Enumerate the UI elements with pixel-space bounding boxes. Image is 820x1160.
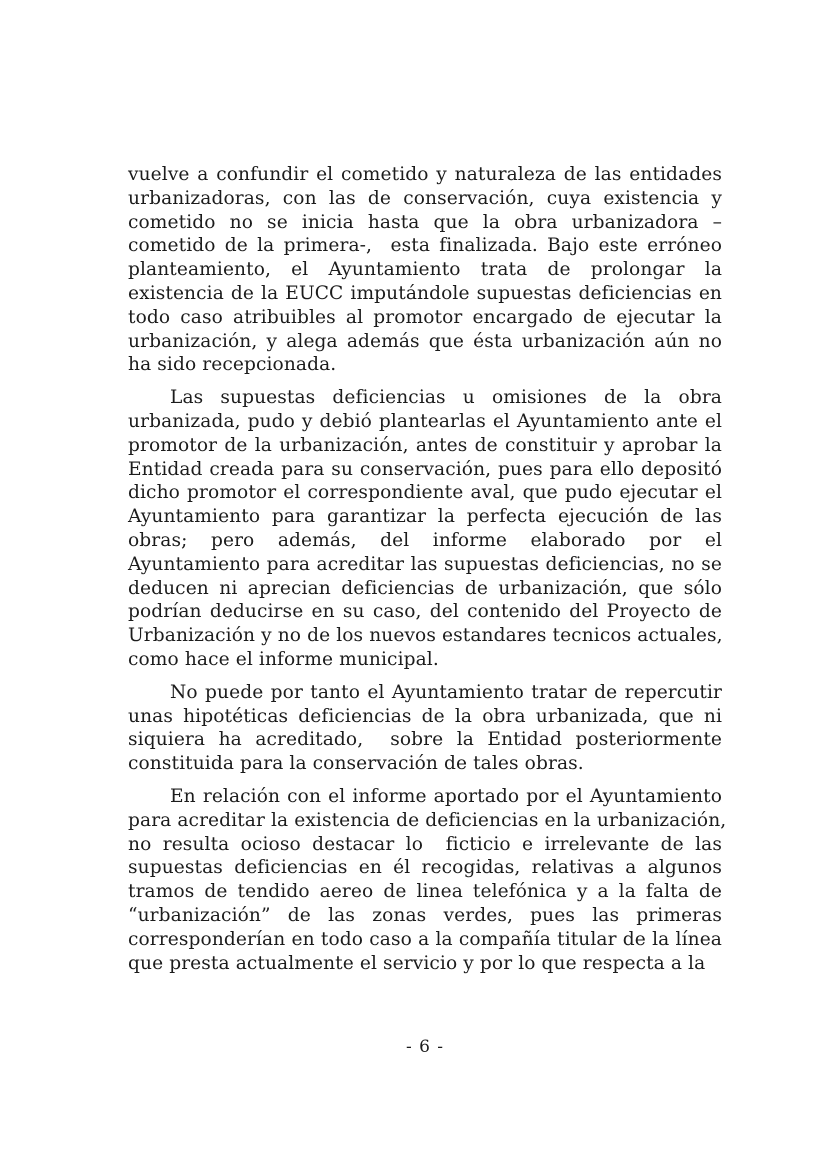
text-line: cometido de la primera-, esta finalizada. Bajo este erróneo bbox=[128, 235, 722, 257]
text-line: corresponderían en todo caso a la compañía titular de la línea bbox=[128, 928, 722, 950]
text-line: Las supuestas deficiencias u omisiones de la obra bbox=[170, 387, 722, 409]
text-line: En relación con el informe aportado por el Ayuntamiento bbox=[170, 785, 722, 807]
text-line: supuestas deficiencias en él recogidas, relativas a algunos bbox=[128, 857, 722, 879]
text-line: todo caso atribuibles al promotor encargado de ejecutar la bbox=[128, 306, 722, 328]
text-line: ha sido recepcionada. bbox=[128, 354, 337, 376]
text-line: Urbanización y no de los nuevos estandares tecnicos actuales, bbox=[128, 625, 723, 647]
paragraph bbox=[128, 681, 722, 776]
text-line: promotor de la urbanización, antes de constituir y aprobar la bbox=[128, 434, 722, 456]
text-line: deducen ni aprecian deficiencias de urbanización, que sólo bbox=[128, 577, 722, 599]
page-number: - 6 - bbox=[405, 1037, 445, 1057]
text-line: para acreditar la existencia de deficiencias en la urbanización, bbox=[128, 809, 727, 831]
text-line: dicho promotor el correspondiente aval, que pudo ejecutar el bbox=[128, 482, 722, 504]
text-line: podrían deducirse en su caso, del contenido del Proyecto de bbox=[128, 601, 722, 623]
text-line: urbanizadoras, con las de conservación, cuya existencia y bbox=[128, 187, 722, 209]
paragraph bbox=[128, 163, 722, 377]
text-line: “urbanización” de las zonas verdes, pues las primeras bbox=[128, 904, 722, 926]
text-line: siquiera ha acreditado, sobre la Entidad posteriormente bbox=[128, 729, 722, 751]
paragraph bbox=[128, 785, 727, 975]
text-line: vuelve a confundir el cometido y naturaleza de las entidades bbox=[128, 164, 722, 185]
text-line: planteamiento, el Ayuntamiento trata de prolongar la bbox=[128, 259, 722, 281]
text-line: que presta actualmente el servicio y por lo que respecta a la bbox=[128, 952, 706, 974]
text-line: Entidad creada para su conservación, pues para ello depositó bbox=[128, 458, 722, 480]
text-line: Ayuntamiento para garantizar la perfecta ejecución de las bbox=[128, 506, 722, 528]
text-line: constituida para la conservación de tales obras. bbox=[128, 753, 584, 775]
text-line: obras; pero además, del informe elaborado por el bbox=[128, 529, 722, 551]
text-line: urbanización, y alega además que ésta urbanización aún no bbox=[128, 330, 722, 352]
paragraph bbox=[128, 386, 722, 672]
text-line: existencia de la EUCC imputándole supuestas deficiencias en bbox=[128, 282, 722, 304]
text-line: urbanizada, pudo y debió plantearlas el Ayuntamiento ante el bbox=[128, 410, 722, 432]
text-line: cometido no se inicia hasta que la obra urbanizadora – bbox=[128, 211, 722, 233]
text-line: Ayuntamiento para acreditar las supuestas deficiencias, no se bbox=[128, 553, 722, 575]
text-line: No puede por tanto el Ayuntamiento tratar de repercutir bbox=[170, 681, 722, 703]
text-line: unas hipotéticas deficiencias de la obra urbanizada, que ni bbox=[128, 705, 722, 727]
text-line: no resulta ocioso destacar lo ficticio e irrelevante de las bbox=[128, 833, 722, 855]
text-line: tramos de tendido aereo de linea telefónica y a la falta de bbox=[128, 881, 722, 903]
text-line: como hace el informe municipal. bbox=[128, 648, 439, 670]
text-block bbox=[128, 163, 727, 984]
